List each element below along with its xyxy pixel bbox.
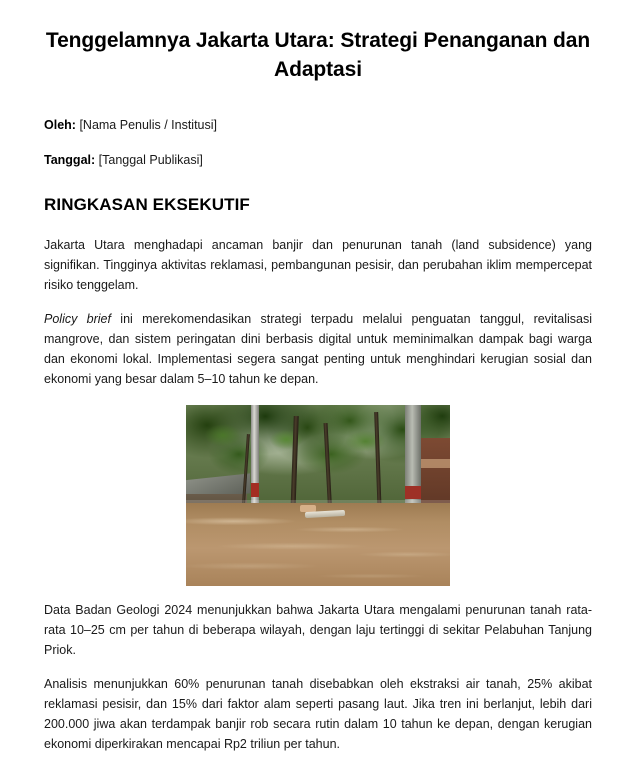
- paragraph-recommendations-text: ini merekomendasikan strategi terpadu melalui penguatan tanggul, revitalisasi mangrove, dan sistem peringatan dini berbasis digital untuk meminimalkan dampak bagi warga dan ekonomi lokal. Implementasi segera sangat penting untuk menghindari kerugian sosial dan ekonomi yang besar dalam 5–10 tahun ke depan.: [44, 312, 592, 386]
- byline-value: [Nama Penulis / Institusi]: [79, 118, 217, 132]
- photo-pillar-red-band: [405, 486, 421, 499]
- section-heading-executive-summary: RINGKASAN EKSEKUTIF: [44, 195, 250, 214]
- paragraph-recommendations: [44, 295, 592, 389]
- paragraph-subsidence-data: Data Badan Geologi 2024 menunjukkan bahwa Jakarta Utara mengalami penurunan tanah rata-rata 10–25 cm per tahun di beberapa wilayah, dengan laju tertinggi di sekitar Pelabuhan Tanjung Priok.: [44, 603, 592, 657]
- page-title: Tenggelamnya Jakarta Utara: Strategi Penanganan dan Adaptasi: [45, 29, 591, 81]
- paragraph-analysis: Analisis menunjukkan 60% penurunan tanah disebabkan oleh ekstraksi air tanah, 25% akibat reklamasi pesisir, dan 15% dari faktor alam seperti pasang laut. Jika tren ini berlanjut, lebih dari 200.000 jiwa akan terdampak banjir rob secara rutin dalam 10 tahun ke depan, dengan kerugian ekonomi diperkirakan mencapai Rp2 triliun per tahun.: [44, 677, 592, 751]
- byline-label: Oleh:: [44, 118, 76, 132]
- byline: [44, 84, 592, 134]
- policy-brief-emphasis: Policy brief: [44, 312, 111, 326]
- date-label: Tanggal:: [44, 153, 96, 167]
- date-value: [Tanggal Publikasi]: [98, 153, 203, 167]
- photo-brick-trim: [418, 459, 450, 468]
- photo-pole-red-band: [251, 483, 259, 497]
- flood-photograph: [186, 405, 450, 586]
- paragraph-overview: Jakarta Utara menghadapi ancaman banjir dan penurunan tanah (land subsidence) yang signifikan. Tingginya aktivitas reklamasi, pembangunan pesisir, dan perubahan iklim mempercepat risiko tenggelam.: [44, 238, 592, 292]
- publication-date: [44, 134, 592, 169]
- flood-photo-container: [44, 389, 592, 586]
